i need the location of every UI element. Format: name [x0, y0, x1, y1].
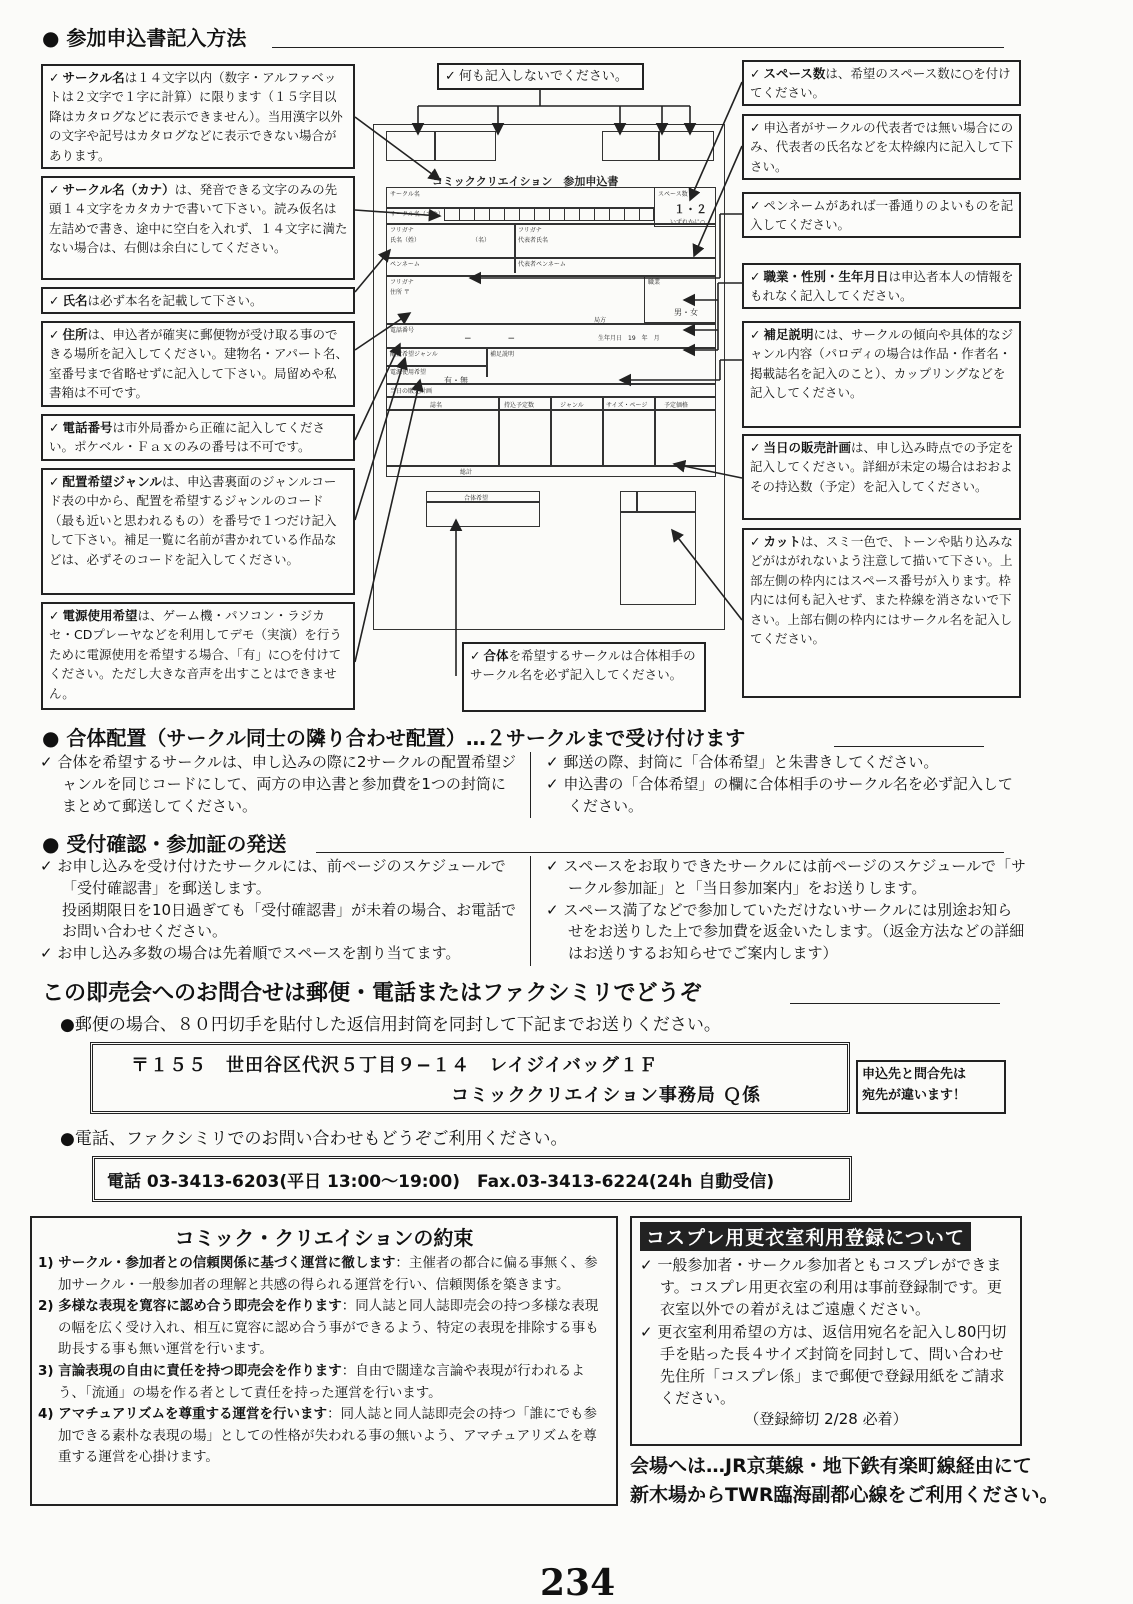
form-title: コミッククリエイション 参加申込書 — [432, 175, 619, 188]
callout-representative: ✓ 申込者がサークルの代表者では無い場合にのみ、代表者の氏名などを太枠線内に記入して下さい。 — [742, 114, 1021, 180]
form-label-penname: ペンネーム — [390, 261, 420, 268]
receipt-left-column — [40, 856, 518, 965]
callout-cut: ✓ カットは、スミ一色で、トーンや貼り込みなどがはがれないよう注意して描いて下さい。上部左側の枠内にはスペース番号が入ります。枠内には何も記入せず、また枠線を消さないで下さい。上部右側の枠内にはサークル名を記入してください。 — [742, 528, 1021, 698]
promise-item: 4) アマチュアリズムを尊重する運営を行います：同人誌と同人誌即売会の持つ「誰にでも参加できる素朴な表現の場」としての性格が失われる事の無いよう、アマチュアリズムを尊重する運営を心掛けます。 — [38, 1406, 598, 1466]
form-label-gattai: 合体希望 — [464, 495, 489, 502]
callout-arrows — [0, 0, 1133, 740]
promise-title: コミック・クリエイションの約束 — [174, 1226, 474, 1250]
column-divider — [530, 856, 531, 966]
form-plan-col-title: 誌名 — [430, 402, 443, 409]
contact-side-note-line2: 宛先が違います！ — [862, 1087, 967, 1103]
form-label-furigana-3: フリガナ — [390, 279, 414, 286]
form-label-name-mei: （名） — [472, 237, 491, 244]
form-label-furigana: フリガナ — [390, 227, 414, 234]
form-plan-col-price: 予定価格 — [664, 402, 689, 409]
cosplay-box — [630, 1216, 1022, 1446]
callout-circle-name: ✓ サークル名は１４文字以内（数字・アルファベットは２文字で１字に計算）に限ります（１５字目以降はカタログなどに表示できません）。当用漢字以外の文字や記号はカタログなどに表示できない場合があります。 — [41, 64, 355, 169]
form-plan-col-genre: ジャンル — [560, 402, 584, 409]
callout-circle-kana: ✓ サークル名（カナ）は、発音できる文字のみの先頭１４文字をカタカナで書いて下さい。読み仮名は左詰めで書き、途中に空白を入れず、１４文字に満たない場合は、右側は余白にしてください。 — [41, 176, 355, 280]
contact-mail-note: ●郵便の場合、８０円切手を貼付した返信用封筒を同封して下記までお送りください。 — [60, 1015, 721, 1035]
gattai-right-column — [546, 752, 1026, 817]
form-label-power: 電源使用希望 — [390, 369, 427, 376]
gattai-right-item: ✓ 郵送の際、封筒に「合体希望」と朱書きしてください。 — [546, 753, 939, 771]
promise-box — [30, 1216, 618, 1506]
form-plan-col-size: サイズ・ページ — [606, 402, 648, 409]
receipt-left-item: ✓ お申し込み多数の場合は先着順でスペースを割り当てます。 — [40, 944, 461, 962]
form-label-sex: 男・女 — [674, 308, 698, 317]
column-divider — [530, 752, 531, 818]
form-label-furigana-2: フリガナ — [518, 227, 542, 234]
receipt-right-item: ✓ スペースをお取りできたサークルには前ページのスケジュールで「サークル参加証」と「当日参加案内」をお送りします。 — [546, 857, 1026, 897]
receipt-right-column — [546, 856, 1026, 965]
form-label-circle-name: サークル名 — [390, 191, 420, 198]
form-plan-total: 総計 — [460, 469, 473, 476]
callout-genre: ✓ 配置希望ジャンルは、申込書裏面のジャンルコード表の中から、配置を希望するジャンルのコード（最も近いと思われるもの）を番号で１つだけ記入して下さい。補足一覧に名前が書かれている作品などは、必ずそのコードを記入してください。 — [41, 468, 355, 595]
callout-penname: ✓ ペンネームがあれば一番通りのよいものを記入してください。 — [742, 192, 1021, 238]
contact-tel-note: ●電話、ファクシミリでのお問い合わせもどうぞご利用ください。 — [60, 1129, 568, 1149]
callout-power: ✓ 電源使用希望は、ゲーム機・パソコン・ラジカセ・CDプレーヤなどを利用してデモ（実演）を行うために電源使用を希望する場合、「有」に○を付けてください。ただし大きな音声を出すことはできません。 — [41, 602, 355, 710]
callout-sales-plan: ✓ 当日の販売計画は、申し込み時点での予定を記入してください。詳細が未定の場合はおおよその持込数（予定）を記入してください。 — [742, 434, 1021, 520]
contact-address-box — [90, 1042, 850, 1114]
form-label-circle-kana: サークル名（カナ） — [390, 211, 444, 218]
form-tel-dash: − − — [464, 334, 516, 344]
form-label-rep-penname: 代表者ペンネーム — [518, 261, 566, 268]
callout-space-count: ✓ スペース数は、希望のスペース数に○を付けてください。 — [742, 60, 1021, 106]
title-underline — [834, 746, 984, 747]
contact-address-line2: コミッククリエイション事務局 Ｑ係 — [451, 1085, 762, 1106]
form-space-note: いずれかに○ — [670, 219, 706, 226]
form-label-birth: 生年月日 19 年 月 — [598, 335, 660, 342]
callout-gattai: ✓ 合体を希望するサークルは合体相手のサークル名を必ず記入してください。 — [462, 642, 706, 712]
form-label-power-opt: 有・無 — [444, 376, 468, 385]
gattai-left-item: ✓ 合体を希望するサークルは、申し込みの際に2サークルの配置希望ジャンルを同じコードにして、両方の申込書と参加費を1つの封筒にまとめて郵送してください。 — [40, 753, 516, 815]
promise-item: 2) 多様な表現を寛容に認め合う即売会を作ります：同人誌と同人誌即売会の持つ多様な表現の幅を広く受け入れ、相互に寛容に認め合う事ができるよう、特定の表現を排除する事も助長する事も無い運営を行います。 — [38, 1298, 599, 1358]
promise-item: 3) 言論表現の自由に責任を持つ即売会を作ります：自由で闊達な言論や表現が行われるよう、「流通」の場を作る者として責任を持った運営を行います。 — [38, 1362, 585, 1401]
gattai-left-column — [40, 752, 518, 817]
contact-tel-box — [92, 1156, 852, 1202]
cosplay-title: コスプレ用更衣室利用登録について — [640, 1222, 971, 1251]
contact-side-note — [856, 1060, 1006, 1114]
form-label-genre: 配置希望ジャンル — [390, 351, 438, 358]
section-gattai-title: ● 合体配置（サークル同士の隣り合わせ配置）…２サークルまで受け付けます — [42, 726, 746, 750]
section-receipt-title: ● 受付確認・参加証の発送 — [42, 832, 287, 856]
receipt-right-item: ✓ スペース満了などで参加していただけないサークルには別途お知らせをお送りした上で参加費を返金いたします。（返金方法などの詳細はお送りするお知らせでご案内します） — [546, 900, 1025, 962]
access-line1: 会場へは…JR京葉線・地下鉄有楽町線経由にて — [630, 1455, 1032, 1477]
form-space-value: １・２ — [674, 203, 707, 216]
access-line2: 新木場からTWR臨海副都心線をご利用ください。 — [630, 1483, 1059, 1506]
section-form-title: ● 参加申込書記入方法 — [42, 26, 247, 50]
form-label-space: スペース数 — [658, 191, 688, 198]
title-underline — [790, 1003, 1000, 1004]
callout-job-sex-birth: ✓ 職業・性別・生年月日は申込者本人の情報をもれなく記入してください。 — [742, 263, 1021, 309]
title-underline — [316, 852, 1004, 853]
callout-tel: ✓ 電話番号は市外局番から正確に記入してください。ポケベル・Ｆａｘのみの番号は不可です。 — [41, 414, 355, 461]
promise-item: 1) サークル・参加者との信頼関係に基づく運営に徹します：主催者の都合に偏る事無く、参加サークル・一般参加者の理解と共感の得られる運営を行い、信頼関係を築きます。 — [38, 1255, 598, 1293]
callout-name: ✓ 氏名は必ず本名を記載して下さい。 — [41, 287, 355, 314]
callout-address: ✓ 住所は、申込者が確実に郵便物が受け取る事のできる場所を記入してください。建物名・アパート名、室番号まで省略せずに記入して下さい。局留めや私書箱は不可です。 — [41, 321, 355, 407]
form-label-plan: 当日の販売計画 — [390, 388, 433, 395]
callout-supplement: ✓ 補足説明には、サークルの傾向や具体的なジャンル内容（パロディの場合は作品・作者名・掲載誌名を記入のこと）、カップリングなどを記入してください。 — [742, 321, 1021, 428]
page-number: 234 — [540, 1562, 616, 1604]
contact-title: この即売会へのお問合せは郵便・電話またはファクシミリでどうぞ — [42, 981, 702, 1006]
form-label-address: 住所 〒 — [390, 289, 410, 296]
form-label-kyoku: 局方 — [594, 317, 607, 324]
form-label-job: 職業 — [648, 279, 661, 286]
cosplay-item: ✓ 一般参加者・サークル参加者ともコスプレができます。コスプレ用更衣室の利用は事前登録制です。更衣室以外での着がえはご遠慮ください。 — [640, 1256, 1003, 1318]
receipt-left-item: ✓ お申し込みを受け付けたサークルには、前ページのスケジュールで「受付確認書」を郵送します。 — [40, 857, 506, 897]
form-label-rep-name: 代表者氏名 — [518, 237, 549, 244]
cosplay-deadline: （登録締切 2/28 必着） — [744, 1410, 908, 1429]
form-label-tel: 電話番号 — [390, 327, 415, 334]
contact-address-line1: 〒１５５ 世田谷区代沢５丁目９−１４ レイジイバッグ１Ｆ — [131, 1055, 658, 1076]
gattai-right-item: ✓ 申込書の「合体希望」の欄に合体相手のサークル名を必ず記入してください。 — [546, 774, 1013, 815]
contact-side-note-line1: 申込先と問合先は — [862, 1067, 967, 1082]
access-info — [630, 1452, 1059, 1509]
form-label-supplement: 補足説明 — [490, 351, 515, 358]
form-plan-col-qty: 持込予定数 — [504, 402, 535, 409]
receipt-left-item-cont: 投函期限日を10日過ぎても「受付確認書」が未着の場合、お電話でお問い合わせください。 — [62, 900, 517, 941]
cosplay-item: ✓ 更衣室利用希望の方は、返信用宛名を記入し80円切手を貼った長４サイズ封筒を同封して、問い合わせ先住所「コスプレ係」まで郵便で登録用紙をご請求ください。 — [640, 1323, 1007, 1407]
contact-tel-line: 電話 03-3413-6203(平日 13:00〜19:00) Fax.03-3413-6224(24h 自動受信) — [107, 1172, 775, 1192]
form-label-name-sei: 氏名（姓） — [390, 237, 421, 244]
callout-top-center: ✓ 何も記入しないでください。 — [437, 63, 644, 90]
